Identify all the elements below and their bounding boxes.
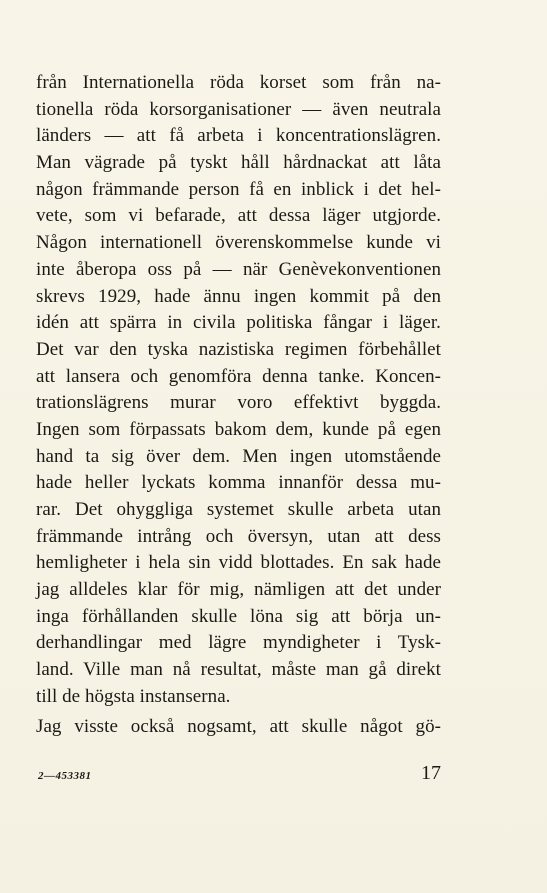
text-line: någon främmande person få en inblick i det hel- (36, 178, 441, 200)
text-line: inte åberopa oss på — när Genèvekonventionen (36, 258, 441, 280)
text-line: land. Ville man nå resultat, måste man gå direkt (36, 659, 441, 681)
text-line: hade heller lyckats komma innanför dessa mu- (36, 472, 441, 494)
body-text (36, 70, 441, 740)
text-line: rar. Det ohyggliga systemet skulle arbeta utan (36, 499, 441, 520)
paragraph-start-line: Jag visste också nogsamt, att skulle något gö- (36, 715, 441, 737)
text-line: att lansera och genomföra denna tanke. Koncen- (36, 365, 441, 387)
text-line: trationslägrens murar voro effektivt byggda. (36, 392, 441, 414)
text-line: länders — att få arbeta i koncentrationslägren. (36, 125, 441, 147)
text-line: främmande intrång och översyn, utan att dess (36, 525, 441, 547)
text-line: Det var den tyska nazistiska regimen förbehållet (36, 338, 441, 360)
text-line: hand ta sig över dem. Men ingen utomstående (36, 445, 441, 467)
paragraph-end-line: till de högsta instanserna. (36, 685, 231, 707)
text-line: från Internationella röda korset som från na- (36, 72, 441, 93)
text-line: skrevs 1929, hade ännu ingen kommit på den (36, 285, 441, 307)
text-line: tionella röda korsorganisationer — även neutrala (36, 98, 441, 120)
printer-signature-mark: 2—453381 (38, 770, 92, 782)
text-line: inga förhållanden skulle löna sig att börja un- (36, 605, 441, 627)
text-line: Man vägrade på tyskt håll hårdnackat att låta (36, 152, 441, 174)
text-line: idén att spärra in civila politiska fångar i läger. (36, 312, 441, 334)
page-number: 17 (421, 762, 441, 784)
text-line: Ingen som förpassats bakom dem, kunde på egen (36, 418, 441, 440)
text-line: derhandlingar med lägre myndigheter i Tysk- (36, 632, 441, 654)
text-line: jag alldeles klar för mig, nämligen att det under (36, 579, 441, 601)
text-line: vete, som vi befarade, att dessa läger utgjorde. (36, 205, 441, 227)
text-line: Någon internationell överenskommelse kunde vi (36, 232, 441, 254)
text-line: hemligheter i hela sin vidd blottades. En sak hade (36, 552, 441, 574)
